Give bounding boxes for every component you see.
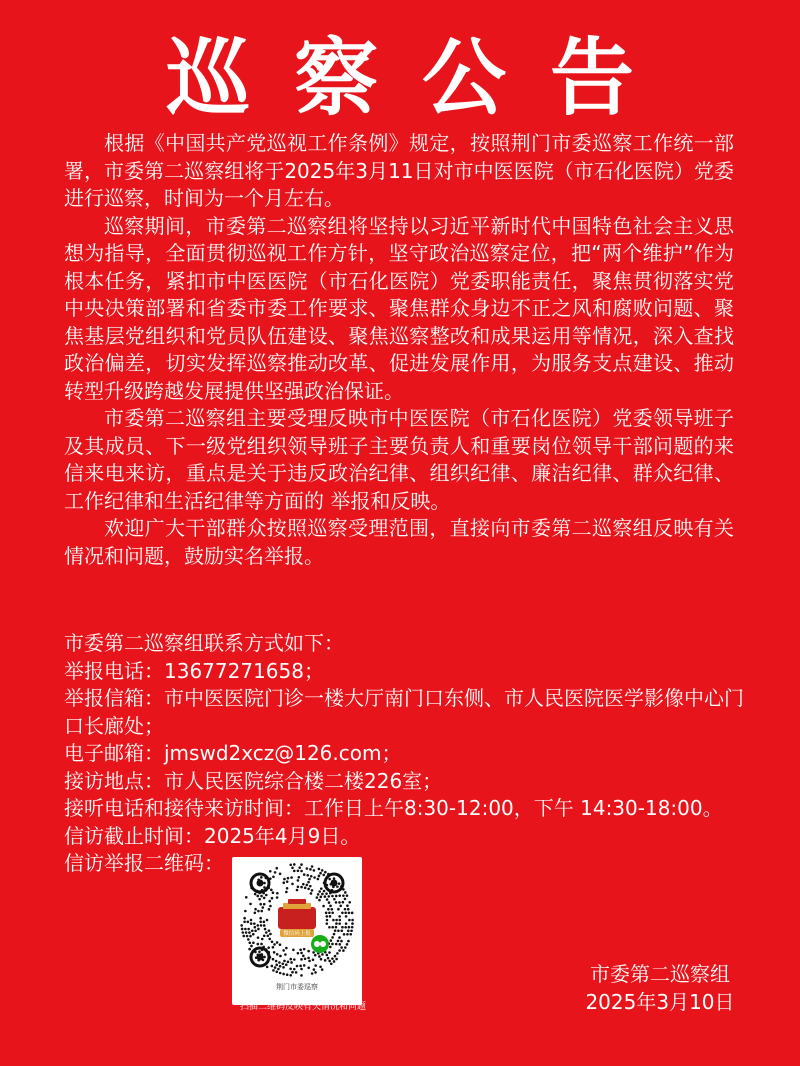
contact-info	[64, 630, 744, 878]
qr-label: 信访举报二维码：	[64, 851, 224, 875]
signature-date: 2025年3月10日	[585, 990, 735, 1014]
reception-hours: 接听电话和接待来访时间：工作日上午8:30-12:00，下午 14:30-18:00。	[64, 796, 723, 820]
paragraph-4: 欢迎广大干部群众按照巡察受理范围，直接向市委第二巡察组反映有关情况和问题，鼓励实名举报。	[64, 516, 734, 568]
paragraph-3: 市委第二巡察组主要受理反映市中医医院（市石化医院）党委领导班子及其成员、下一级党组织领导班子主要负责人和重要岗位领导干部问题的来信来电来访，重点是关于违反政治纪律、组织纪律、廉洁纪律、群众纪律、工作纪律和生活纪律等方面的 举报和反映。	[64, 406, 734, 513]
qr-sub-label: 荆门市委巡察	[276, 983, 318, 991]
announcement-body	[64, 130, 734, 570]
petition-deadline: 信访截止时间：2025年4月9日。	[64, 823, 361, 848]
report-email: 电子邮箱：jmswd2xcz@126.com；	[64, 741, 402, 765]
paragraph-2: 巡察期间，市委第二巡察组将坚持以习近平新时代中国特色社会主义思想为指导，全面贯彻巡视工作方针，坚守政治巡察定位，把“两个维护”作为根本任务，紧扣市中医医院（市石化医院）党委职能责任，聚焦贯彻落实党中央决策部署和省委市委工作要求、聚焦群众身边不正之风和腐败问题、聚焦基层党组织和党员队伍建设、聚焦巡察整改和成果运用等情况，深入查找政治偏差，切实发挥巡察推动改革、促进发展作用，为服务支点建设、推动转型升级跨越发展提供坚强政治保证。	[64, 213, 734, 403]
page-title: 巡察公告	[165, 28, 678, 127]
qr-code-card[interactable]	[232, 857, 362, 1005]
signature-org: 市委第二巡察组	[590, 962, 730, 986]
signature-block	[560, 960, 760, 1016]
qr-badge-text: 微信码上报	[283, 931, 311, 937]
visit-location: 接访地点：市人民医院综合楼二楼226室；	[64, 768, 443, 793]
qr-code-image[interactable]	[238, 861, 356, 979]
report-mailbox: 举报信箱：市中医医院门诊一楼大厅南门口东侧、市人民医院医学影像中心门口长廊处；	[64, 686, 744, 738]
paragraph-1: 根据《中国共产党巡视工作条例》规定，按照荆门市委巡察工作统一部署，市委第二巡察组将于2025年3月11日对市中医医院（市石化医院）党委进行巡察，时间为一个月左右。	[64, 131, 734, 210]
report-phone: 举报电话：13677271658；	[64, 658, 324, 683]
contact-heading: 市委第二巡察组联系方式如下：	[64, 631, 344, 655]
qr-caption: 扫描二维码反映有关情况和问题	[239, 1002, 366, 1012]
